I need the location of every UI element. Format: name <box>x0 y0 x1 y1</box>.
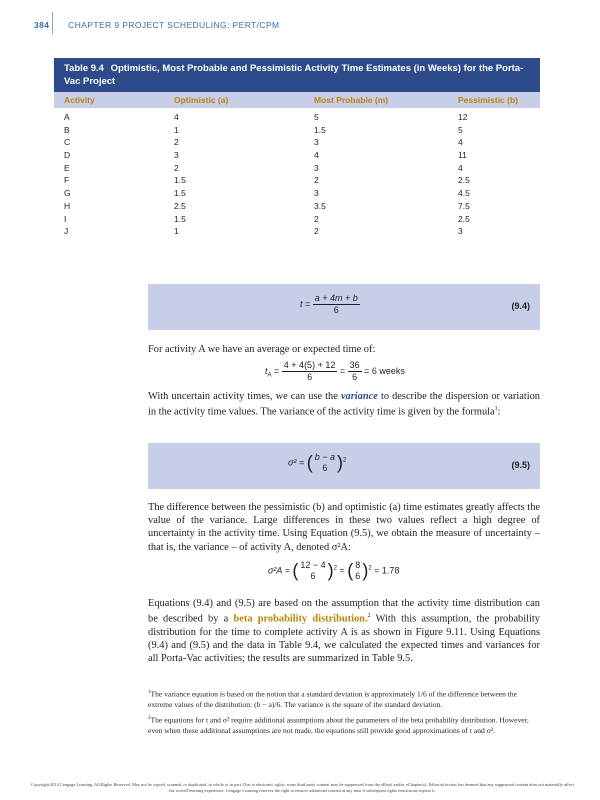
equation-9-5-box <box>148 443 540 489</box>
table-row <box>54 149 540 162</box>
keyword-beta-distribution: beta probability distribution. <box>233 613 368 625</box>
eq-denominator: 6 <box>322 463 328 473</box>
equation-activity-a <box>265 360 405 383</box>
eq-lhs: t = <box>300 298 311 309</box>
equation-9-5 <box>288 452 346 474</box>
table-9-4 <box>54 58 540 238</box>
table-row <box>54 225 540 238</box>
text: With uncertain activity times, we can use the <box>148 391 341 402</box>
footnote-text: The variance equation is based on the notion that a standard deviation is approximately 1/6 of the difference between the extreme values of the distribution: (b − a)/6. The variance is the square of the standard deviation. <box>148 689 518 709</box>
eq-fraction-2 <box>353 560 362 582</box>
eq-equals: = <box>337 365 348 376</box>
eq-denominator: 6 <box>333 305 339 315</box>
cell-pessimistic: 3 <box>458 226 463 237</box>
eq-lhs: σ²A = <box>268 565 290 576</box>
text: With this assumption, the probability distribution for the time to complete activity A is as shown in Figure 9.11. Using Equations (9.4) and (9.5) and the data in Table 9.4, we calculated the expected times and variances for all Porta-Vac activities; the results are summarized in Table 9.5. <box>148 613 540 665</box>
cell-optimistic: 2.5 <box>174 200 186 211</box>
cell-pessimistic: 12 <box>458 112 468 122</box>
footnote-marker: 1 <box>148 690 151 695</box>
eq-numerator: 4 + 4(5) + 12 <box>283 360 336 370</box>
eq-numerator: 12 − 4 <box>300 560 326 570</box>
cell-activity: H <box>64 200 71 211</box>
eq-numerator: b − a <box>314 452 335 462</box>
paragraph-expected-time: For activity A we have an average or expected time of: <box>148 344 376 355</box>
text: to describe the dispersion or variation in the activity time values. The variance of the activity time is given by the formula <box>148 391 540 418</box>
running-header <box>34 20 280 30</box>
table-row <box>54 162 540 175</box>
cell-optimistic: 1.5 <box>174 188 186 199</box>
cell-optimistic: 2 <box>174 162 179 173</box>
eq-exponent: 2 <box>342 457 347 464</box>
paragraph-variance-intro <box>148 390 540 419</box>
table-row <box>54 174 540 187</box>
cell-activity: I <box>64 213 67 224</box>
cell-most-probable: 3 <box>314 188 319 199</box>
table-row <box>54 213 540 226</box>
cell-activity: B <box>64 124 70 135</box>
cell-pessimistic: 2.5 <box>458 213 470 224</box>
eq-exponent: 2 <box>333 565 337 572</box>
equation-9-4-box <box>148 284 540 330</box>
eq-numerator: 36 <box>349 360 360 370</box>
cell-optimistic: 3 <box>174 150 179 161</box>
cell-optimistic: 1 <box>174 124 179 135</box>
footnote-2 <box>148 714 540 736</box>
eq-numerator: a + 4m + b <box>314 293 358 303</box>
text: : <box>497 406 501 418</box>
left-paren: ( <box>347 560 354 581</box>
eq-result: = 1.78 <box>374 565 400 576</box>
cell-activity: E <box>64 162 70 173</box>
cell-most-probable: 4 <box>314 150 319 161</box>
cell-pessimistic: 5 <box>458 124 463 135</box>
footnote-ref: 1 <box>494 406 498 413</box>
cell-activity: G <box>64 188 71 199</box>
cell-pessimistic: 11 <box>458 150 467 161</box>
cell-most-probable: 3 <box>314 162 319 173</box>
equation-variance-a <box>268 560 399 582</box>
eq-denominator: 6 <box>310 571 316 581</box>
copyright-footer: Copyright 2014 Cengage Learning. All Rights Reserved. May not be copied, scanned, or duplicated, in whole or in part. Due to electronic rights, some third party content may be suppressed from the eBook and/or eChapter(s). Editorial review has deemed that any suppressed content does not materially affect the overall learning experience. Cengage Learning reserves the right to remove additional content at any time if subsequent rights restrictions require it. <box>31 782 574 793</box>
cell-most-probable: 3.5 <box>314 200 326 211</box>
cell-pessimistic: 4.5 <box>458 188 470 199</box>
eq-fraction-1 <box>298 560 327 582</box>
table-body <box>54 108 540 238</box>
table-caption <box>54 58 540 92</box>
cell-most-probable: 5 <box>314 112 319 122</box>
equation-number: (9.5) <box>511 460 530 470</box>
text: Equations (9.4) and (9.5) are based on the assumption that the activity time distribution can be described by a <box>148 598 540 625</box>
eq-t: t <box>265 365 268 376</box>
right-paren: ) <box>362 560 369 581</box>
eq-equals: = <box>271 365 282 376</box>
cell-most-probable: 2 <box>314 226 319 237</box>
eq-denominator: 6 <box>307 372 313 382</box>
eq-subscript: A <box>267 372 272 379</box>
cell-pessimistic: 4 <box>458 137 463 148</box>
eq-equals: = <box>339 565 345 576</box>
right-paren: ) <box>336 452 343 473</box>
cell-pessimistic: 2.5 <box>458 175 470 186</box>
cell-most-probable: 2 <box>314 175 319 186</box>
col-header-activity: Activity <box>64 95 95 105</box>
eq-exponent: 2 <box>368 565 372 572</box>
footnote-ref: 2 <box>367 613 371 620</box>
table-number: Table 9.4 <box>64 63 104 74</box>
table-row <box>54 111 540 124</box>
table-row <box>54 187 540 200</box>
eq-denominator: 6 <box>355 571 361 581</box>
cell-activity: F <box>64 175 70 186</box>
cell-activity: A <box>64 112 70 122</box>
eq-fraction <box>313 293 360 316</box>
chapter-title: CHAPTER 9 PROJECT SCHEDULING: PERT/CPM <box>68 20 280 30</box>
eq-fraction <box>313 452 337 474</box>
left-paren: ( <box>292 560 299 581</box>
cell-optimistic: 1.5 <box>174 175 186 186</box>
paragraph-variance-explanation: The difference between the pessimistic (b) and optimistic (a) time estimates greatly affects the value of the variance. Large differences in these two values reflect a high degree of uncertainty in the activity time. Using Equation (9.5), we obtain the measure of uncertainty – that is, the variance – of activity A, denoted σ²A: <box>148 502 540 553</box>
equation-9-4 <box>300 293 360 316</box>
table-row <box>54 200 540 213</box>
page-number: 384 <box>34 20 50 30</box>
table-title: Optimistic, Most Probable and Pessimistic Activity Time Estimates (in Weeks) for the Porta-Vac Project <box>64 63 524 87</box>
cell-activity: J <box>64 226 69 237</box>
eq-fraction-1 <box>282 360 338 383</box>
table-header-row <box>54 92 540 108</box>
cell-pessimistic: 7.5 <box>458 200 470 211</box>
cell-optimistic: 2 <box>174 137 179 148</box>
cell-activity: C <box>64 137 71 148</box>
cell-most-probable: 3 <box>314 137 319 148</box>
keyword-variance: variance <box>340 391 378 402</box>
right-paren: ) <box>327 560 334 581</box>
eq-denominator: 6 <box>352 372 358 382</box>
footnote-marker: 2 <box>148 716 151 721</box>
col-header-optimistic: Optimistic (a) <box>174 95 229 105</box>
col-header-pessimistic: Pessimistic (b) <box>458 95 518 105</box>
eq-result: = 6 weeks <box>361 365 405 376</box>
table-row <box>54 124 540 137</box>
paragraph-beta-distribution <box>148 597 540 665</box>
left-paren: ( <box>306 452 313 473</box>
cell-activity: D <box>64 150 71 161</box>
footnote-text: The equations for t and σ² require additional assumptions about the parameters of the beta probability distribution. However, even when these additional assumptions are not made, the equations still provide good approximations of t and σ². <box>148 715 529 735</box>
col-header-most-probable: Most Probable (m) <box>314 95 389 105</box>
cell-optimistic: 1.5 <box>174 213 186 224</box>
cell-optimistic: 1 <box>174 226 179 237</box>
eq-fraction-2 <box>348 360 362 383</box>
cell-most-probable: 1.5 <box>314 124 326 135</box>
cell-pessimistic: 4 <box>458 162 463 173</box>
cell-optimistic: 4 <box>174 112 179 122</box>
eq-numerator: 8 <box>355 560 361 570</box>
equation-number: (9.4) <box>511 301 530 311</box>
eq-lhs: σ² = <box>288 457 305 468</box>
header-divider <box>52 12 53 34</box>
cell-most-probable: 2 <box>314 213 319 224</box>
footnote-1 <box>148 688 540 710</box>
table-row <box>54 136 540 149</box>
